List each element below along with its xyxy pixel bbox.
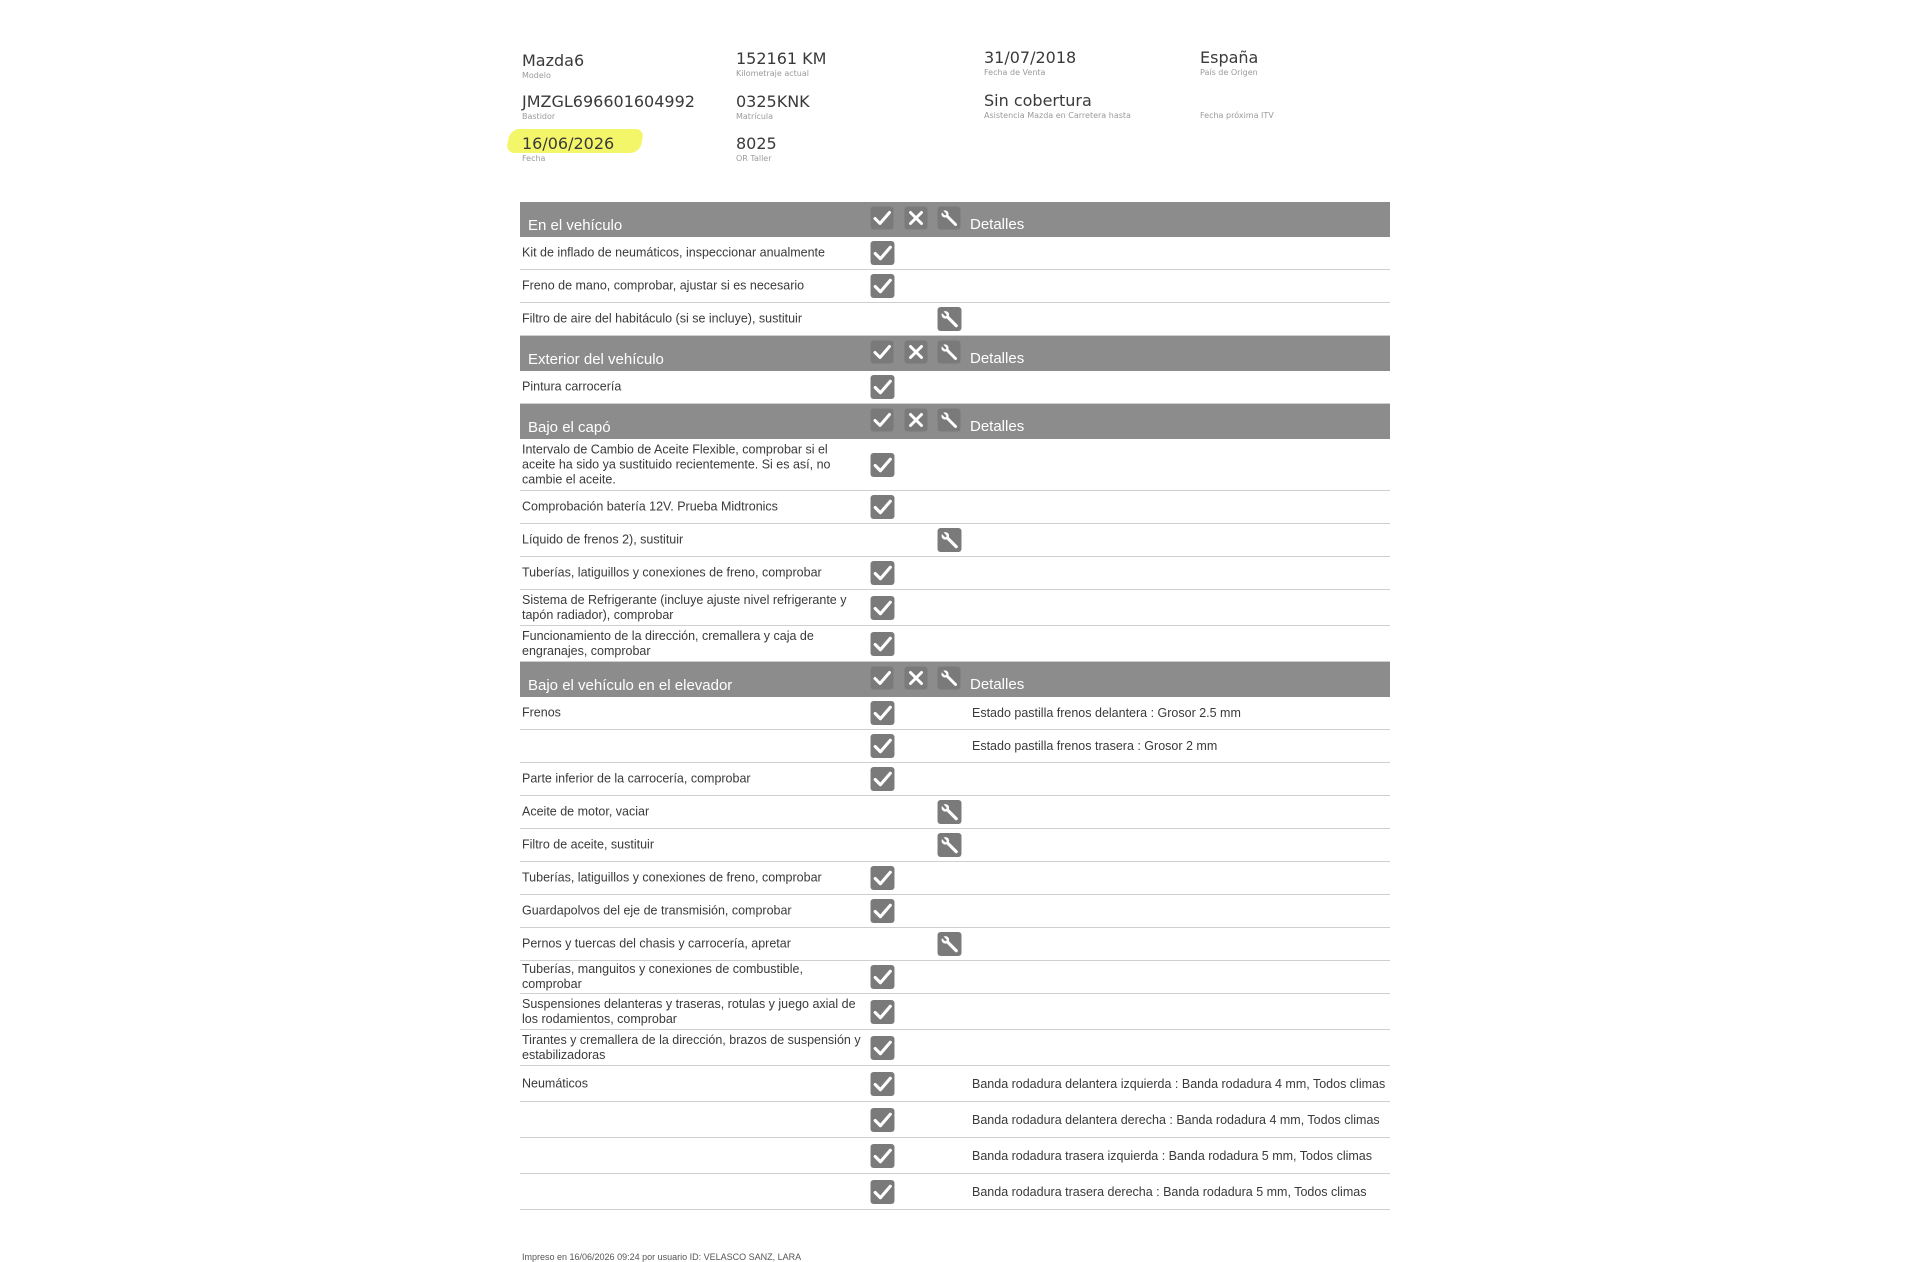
wrench-icon xyxy=(937,800,962,825)
section-header-en-el-vehiculo xyxy=(520,202,1390,237)
section-title: Bajo el capó xyxy=(528,419,611,436)
table-row xyxy=(520,994,1390,1030)
cross-icon xyxy=(904,666,928,690)
item-text: Frenos xyxy=(522,705,561,720)
modelo-value: Mazda6 xyxy=(522,51,585,70)
km-label: Kilometraje actual xyxy=(736,69,809,78)
table-row xyxy=(520,1030,1390,1066)
check-icon xyxy=(870,666,894,690)
table-row xyxy=(520,697,1390,730)
item-text: Pintura carrocería xyxy=(522,379,622,394)
table-row xyxy=(520,928,1390,961)
table-row xyxy=(520,730,1390,763)
itv-label: Fecha próxima ITV xyxy=(1200,111,1274,120)
table-row xyxy=(520,1102,1390,1138)
print-footer: Impreso en 16/06/2026 09:24 por usuario ID: VELASCO SANZ, LARA xyxy=(522,1252,802,1262)
cross-icon xyxy=(904,408,928,432)
table-row xyxy=(520,491,1390,524)
item-detail: Banda rodadura delantera izquierda : Banda rodadura 4 mm, Todos climas xyxy=(972,1076,1386,1091)
table-row xyxy=(520,1174,1390,1210)
item-text: Kit de inflado de neumáticos, inspeccionar anualmente xyxy=(522,245,825,260)
table-row xyxy=(520,862,1390,895)
section-header-bajo-el-vehiculo-en-el-elevador xyxy=(520,662,1390,697)
info-bastidor xyxy=(522,93,695,122)
fecha-value: 16/06/2026 xyxy=(522,134,615,153)
details-header: Detalles xyxy=(970,418,1025,435)
check-icon xyxy=(870,1107,895,1132)
table-row xyxy=(520,1138,1390,1174)
details-header: Detalles xyxy=(970,676,1025,693)
cross-icon xyxy=(904,340,928,364)
fecha-label: Fecha xyxy=(522,154,546,163)
item-text: Parte inferior de la carrocería, comprobar xyxy=(522,771,751,786)
item-text: Suspensiones delanteras y traseras, rotulas y juego axial de los rodamientos, comprobar xyxy=(522,996,856,1026)
asistencia-label: Asistencia Mazda en Carretera hasta xyxy=(984,111,1131,120)
check-icon xyxy=(870,899,895,924)
wrench-icon xyxy=(937,932,962,957)
info-asistencia xyxy=(984,92,1131,121)
check-icon xyxy=(870,767,895,792)
check-icon xyxy=(870,206,894,230)
inspection-document xyxy=(520,0,1400,1260)
item-text: Sistema de Refrigerante (incluye ajuste nivel refrigerante y tapón radiador), comprobar xyxy=(522,592,847,622)
or-taller-value: 8025 xyxy=(736,134,777,153)
pais-value: España xyxy=(1200,48,1259,67)
item-text: Tuberías, manguitos y conexiones de combustible, comprobar xyxy=(522,962,803,991)
matricula-label: Matrícula xyxy=(736,112,774,121)
item-text: Filtro de aire del habitáculo (si se incluye), sustituir xyxy=(522,311,802,326)
item-text: Intervalo de Cambio de Aceite Flexible, comprobar si el aceite ha sido ya sustituido recientemente. Si es así, no cambie el aceite. xyxy=(522,442,831,486)
check-icon xyxy=(870,1071,895,1096)
wrench-icon xyxy=(937,833,962,858)
check-icon xyxy=(870,495,895,520)
table-row xyxy=(520,829,1390,862)
wrench-icon xyxy=(937,206,961,230)
check-icon xyxy=(870,241,895,266)
table-row xyxy=(520,763,1390,796)
wrench-icon xyxy=(937,408,961,432)
item-text: Aceite de motor, vaciar xyxy=(522,804,650,819)
table-row xyxy=(520,371,1390,404)
check-icon xyxy=(870,1143,895,1168)
details-header: Detalles xyxy=(970,216,1025,233)
info-pais xyxy=(1200,49,1258,78)
check-icon xyxy=(870,375,895,400)
section-title: Exterior del vehículo xyxy=(528,351,664,368)
check-icon xyxy=(870,1179,895,1204)
inspection-table xyxy=(520,202,1390,1210)
table-row xyxy=(520,524,1390,557)
asistencia-value: Sin cobertura xyxy=(984,91,1092,110)
info-or-taller xyxy=(736,135,777,164)
info-modelo xyxy=(522,52,584,81)
info-fecha-venta xyxy=(984,49,1076,78)
wrench-icon xyxy=(937,666,961,690)
check-icon xyxy=(870,866,895,891)
section-title: Bajo el vehículo en el elevador xyxy=(528,677,733,694)
item-detail: Banda rodadura delantera derecha : Banda rodadura 4 mm, Todos climas xyxy=(972,1112,1380,1127)
fecha-venta-value: 31/07/2018 xyxy=(984,48,1077,67)
pais-label: País de Origen xyxy=(1200,68,1258,77)
item-text: Tuberías, latiguillos y conexiones de freno, comprobar xyxy=(522,870,822,885)
km-value: 152161 KM xyxy=(736,49,827,68)
info-itv xyxy=(1200,92,1274,121)
table-row xyxy=(520,590,1390,626)
wrench-icon xyxy=(937,340,961,364)
section-header-exterior-del-vehiculo xyxy=(520,336,1390,371)
table-row xyxy=(520,796,1390,829)
table-row xyxy=(520,303,1390,336)
info-fecha xyxy=(522,135,614,164)
wrench-icon xyxy=(937,528,962,553)
table-row xyxy=(520,270,1390,303)
item-text: Comprobación batería 12V. Prueba Midtronics xyxy=(522,499,778,514)
item-detail: Banda rodadura trasera derecha : Banda rodadura 5 mm, Todos climas xyxy=(972,1184,1367,1199)
details-header: Detalles xyxy=(970,350,1025,367)
or-taller-label: OR Taller xyxy=(736,154,772,163)
cross-icon xyxy=(904,206,928,230)
item-detail: Estado pastilla frenos delantera : Grosor 2.5 mm xyxy=(972,706,1241,720)
check-icon xyxy=(870,631,895,656)
check-icon xyxy=(870,561,895,586)
check-icon xyxy=(870,452,895,477)
item-text: Freno de mano, comprobar, ajustar si es necesario xyxy=(522,278,805,293)
table-row xyxy=(520,895,1390,928)
table-row xyxy=(520,439,1390,491)
check-icon xyxy=(870,340,894,364)
info-matricula xyxy=(736,93,810,122)
section-title: En el vehículo xyxy=(528,217,623,234)
table-row xyxy=(520,961,1390,994)
table-row xyxy=(520,237,1390,270)
item-text: Filtro de aceite, sustituir xyxy=(522,837,654,852)
item-text: Guardapolvos del eje de transmisión, comprobar xyxy=(522,903,792,918)
item-text: Tirantes y cremallera de la dirección, brazos de suspensión y estabilizadoras xyxy=(522,1032,861,1062)
check-icon xyxy=(870,734,895,759)
section-header-bajo-el-capo xyxy=(520,404,1390,439)
item-text: Neumáticos xyxy=(522,1076,588,1090)
info-km xyxy=(736,50,826,79)
bastidor-label: Bastidor xyxy=(522,112,556,121)
check-icon xyxy=(870,408,894,432)
fecha-venta-label: Fecha de Venta xyxy=(984,68,1046,77)
check-icon xyxy=(870,965,895,990)
wrench-icon xyxy=(937,307,962,332)
item-text: Funcionamiento de la dirección, cremallera y caja de engranajes, comprobar xyxy=(522,628,814,658)
check-icon xyxy=(870,1035,895,1060)
check-icon xyxy=(870,595,895,620)
modelo-label: Modelo xyxy=(522,71,551,80)
item-text: Tuberías, latiguillos y conexiones de freno, comprobar xyxy=(522,565,822,580)
table-row xyxy=(520,626,1390,662)
bastidor-value: JMZGL696601604992 xyxy=(522,92,695,111)
item-text: Pernos y tuercas del chasis y carrocería, apretar xyxy=(522,936,791,951)
item-detail: Estado pastilla frenos trasera : Grosor 2 mm xyxy=(972,739,1218,753)
check-icon xyxy=(870,274,895,299)
matricula-value: 0325KNK xyxy=(736,92,810,111)
table-row xyxy=(520,557,1390,590)
itv-value xyxy=(1200,92,1274,110)
item-text: Líquido de frenos 2), sustituir xyxy=(522,532,684,547)
table-row xyxy=(520,1066,1390,1102)
check-icon xyxy=(870,701,895,726)
item-detail: Banda rodadura trasera izquierda : Banda rodadura 5 mm, Todos climas xyxy=(972,1148,1372,1163)
check-icon xyxy=(870,999,895,1024)
